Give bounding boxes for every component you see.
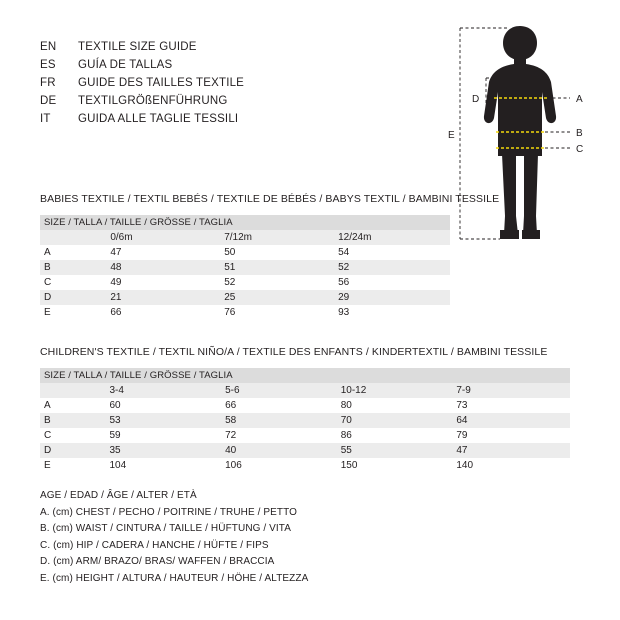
table-row	[40, 260, 450, 275]
label-c: C	[576, 144, 584, 155]
cell-value: 50	[222, 245, 336, 260]
cell-value: 35	[107, 443, 223, 458]
cell-value: 55	[339, 443, 455, 458]
table-column-row	[40, 383, 570, 398]
cell-value: 40	[223, 443, 339, 458]
size-header-cell: SIZE / TALLA / TAILLE / GRÖSSE / TAGLIA	[40, 368, 570, 383]
cell-value: 150	[339, 458, 455, 473]
cell-value: 52	[336, 260, 450, 275]
cell-value: 59	[107, 428, 223, 443]
cell-value: 104	[107, 458, 223, 473]
column-header: 7/12m	[222, 230, 336, 245]
cell-value: 47	[454, 443, 570, 458]
column-header: 3-4	[107, 383, 223, 398]
babies-size-table	[40, 215, 450, 320]
legend-item-a: A. (cm) CHEST / PECHO / POITRINE / TRUHE / PETTO	[40, 506, 298, 518]
row-label: C	[40, 428, 107, 443]
table-header-row	[40, 368, 570, 383]
cell-value: 86	[339, 428, 455, 443]
cell-value: 48	[108, 260, 222, 275]
table-row	[40, 398, 570, 413]
legend-item-b: B. (cm) WAIST / CINTURA / TAILLE / HÜFTUNG / VITA	[40, 523, 292, 534]
cell-value: 21	[108, 290, 222, 305]
language-code: FR	[40, 77, 56, 89]
language-row-es	[40, 56, 440, 74]
language-title: TEXTILGRÖßENFÜHRUNG	[78, 95, 228, 107]
legend-item-e: E. (cm) HEIGHT / ALTURA / HAUTEUR / HÖHE / ALTEZZA	[40, 572, 309, 584]
cell-value: 54	[336, 245, 450, 260]
language-row-en	[40, 38, 440, 56]
cell-value: 47	[108, 245, 222, 260]
column-header: 12/24m	[336, 230, 450, 245]
cell-value: 53	[107, 413, 223, 428]
table-row	[40, 290, 450, 305]
cell-value: 51	[222, 260, 336, 275]
cell-value: 25	[222, 290, 336, 305]
language-row-de	[40, 92, 440, 110]
cell-value: 64	[454, 413, 570, 428]
cell-value: 70	[339, 413, 455, 428]
language-row-fr	[40, 74, 440, 92]
corner-cell	[40, 230, 108, 245]
table-header-row	[40, 215, 450, 230]
legend-title: AGE / EDAD / ÂGE / ALTER / ETÀ	[40, 490, 197, 501]
table-row	[40, 275, 450, 290]
table-row	[40, 413, 570, 428]
table-row	[40, 305, 450, 320]
row-label: B	[40, 413, 107, 428]
label-a: A	[576, 94, 583, 105]
row-label: E	[40, 305, 108, 320]
label-b: B	[576, 128, 583, 139]
row-label: A	[40, 245, 108, 260]
column-header: 10-12	[339, 383, 455, 398]
cell-value: 49	[108, 275, 222, 290]
children-size-table	[40, 368, 570, 473]
label-d: D	[472, 94, 480, 105]
cell-value: 76	[222, 305, 336, 320]
child-silhouette-icon	[484, 26, 556, 239]
table-row	[40, 443, 570, 458]
legend-item-d: D. (cm) ARM/ BRAZO/ BRAS/ WAFFEN / BRACCIA	[40, 556, 275, 567]
cell-value: 56	[336, 275, 450, 290]
cell-value: 72	[223, 428, 339, 443]
babies-section-title: BABIES TEXTILE / TEXTIL BEBÉS / TEXTILE DE BÉBÉS / BABYS TEXTIL / BAMBINI TESSILE	[40, 193, 500, 205]
measurement-legend	[40, 488, 308, 587]
legend-item-c: C. (cm) HIP / CADERA / HANCHE / HÜFTE / FIPS	[40, 539, 269, 551]
row-label: A	[40, 398, 107, 413]
cell-value: 58	[223, 413, 339, 428]
language-title: TEXTILE SIZE GUIDE	[78, 41, 197, 53]
children-section-title: CHILDREN'S TEXTILE / TEXTIL NIÑO/A / TEXTILE DES ENFANTS / KINDERTEXTIL / BAMBINI TESSILE	[40, 346, 548, 358]
cell-value: 140	[454, 458, 570, 473]
body-measurement-diagram	[448, 20, 608, 250]
language-title: GUIDE DES TAILLES TEXTILE	[78, 77, 245, 89]
language-code: EN	[40, 41, 57, 53]
cell-value: 73	[454, 398, 570, 413]
cell-value: 106	[223, 458, 339, 473]
language-title-block	[40, 38, 440, 128]
language-code: DE	[40, 95, 57, 107]
table-row	[40, 458, 570, 473]
cell-value: 52	[222, 275, 336, 290]
size-header-cell: SIZE / TALLA / TAILLE / GRÖSSE / TAGLIA	[40, 215, 450, 230]
cell-value: 66	[108, 305, 222, 320]
language-row-it	[40, 110, 440, 128]
language-code: ES	[40, 59, 56, 71]
language-title: GUIDA ALLE TAGLIE TESSILI	[78, 113, 239, 125]
corner-cell	[40, 383, 107, 398]
row-label: E	[40, 458, 107, 473]
table-row	[40, 428, 570, 443]
row-label: D	[40, 290, 108, 305]
label-e: E	[448, 130, 455, 141]
cell-value: 60	[107, 398, 223, 413]
cell-value: 66	[223, 398, 339, 413]
column-header: 0/6m	[108, 230, 222, 245]
cell-value: 79	[454, 428, 570, 443]
row-label: B	[40, 260, 108, 275]
cell-value: 93	[336, 305, 450, 320]
language-title: GUÍA DE TALLAS	[78, 59, 173, 71]
cell-value: 29	[336, 290, 450, 305]
cell-value: 80	[339, 398, 455, 413]
table-column-row	[40, 230, 450, 245]
table-row	[40, 245, 450, 260]
row-label: D	[40, 443, 107, 458]
column-header: 7-9	[454, 383, 570, 398]
language-code: IT	[40, 113, 51, 125]
column-header: 5-6	[223, 383, 339, 398]
row-label: C	[40, 275, 108, 290]
